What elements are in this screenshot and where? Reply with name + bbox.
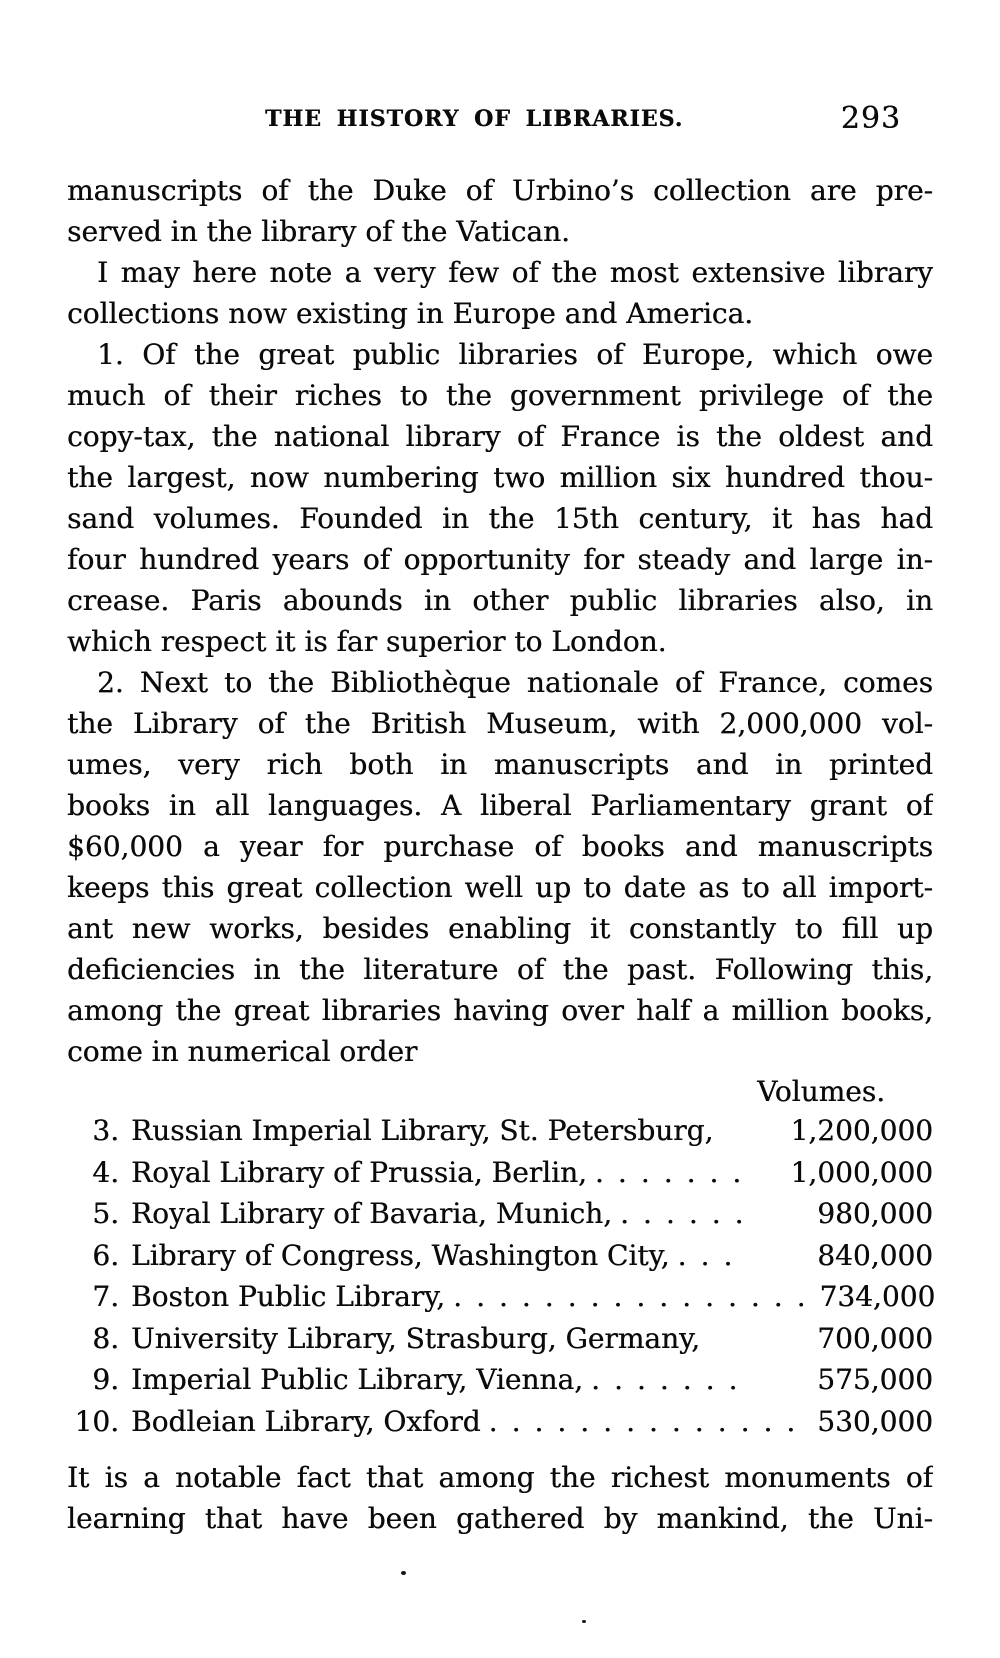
- text-line: learning that have been gathered by mankind, the Uni-: [67, 1502, 933, 1535]
- dot-leader: ...: [677, 1238, 747, 1272]
- text-line: among the great libraries having over half a million books,: [67, 994, 933, 1027]
- text-line: manuscripts of the Duke of Urbino’s collection are pre-: [67, 174, 933, 207]
- volume-count: 575,000: [817, 1363, 933, 1396]
- scan-speck: [401, 1571, 406, 1575]
- text-line: crease. Paris abounds in other public libraries also, in: [67, 584, 933, 617]
- volume-count: 1,000,000: [790, 1155, 933, 1189]
- text-line: collections now existing in Europe and America.: [67, 297, 754, 330]
- table-row: [67, 1152, 933, 1194]
- table-row: [67, 1110, 933, 1152]
- volumes-table: [67, 1110, 936, 1442]
- dot-leader: ......: [620, 1197, 758, 1230]
- library-name: Boston Public Library,: [131, 1280, 446, 1313]
- text-line: copy-tax, the national library of France is the oldest and: [67, 420, 933, 453]
- table-row: [67, 1235, 933, 1277]
- text-line: sand volumes. Founded in the 15th century, it has had: [67, 502, 933, 535]
- row-number: 5.: [92, 1197, 119, 1230]
- page-number: 293: [840, 101, 901, 136]
- row-number: 8.: [92, 1321, 119, 1355]
- text-line: ant new works, besides enabling it constantly to fill up: [67, 912, 933, 945]
- text-line: I may here note a very few of the most extensive library: [97, 256, 933, 289]
- text-line: 1. Of the great public libraries of Europe, which owe: [97, 338, 933, 371]
- text-line: $60,000 a year for purchase of books and manuscripts: [67, 830, 933, 863]
- volume-count: 700,000: [817, 1321, 933, 1355]
- text-line: books in all languages. A liberal Parliamentary grant of: [67, 789, 933, 822]
- paragraph: [67, 662, 933, 1072]
- table-row: [67, 1359, 933, 1401]
- page-header-title: THE HISTORY OF LIBRARIES.: [265, 106, 684, 132]
- text-line: It is a notable fact that among the richest monuments of: [67, 1461, 933, 1494]
- paragraph: [67, 170, 933, 252]
- table-row: [67, 1276, 936, 1318]
- table-row: [67, 1193, 933, 1235]
- body-text: [67, 170, 933, 1072]
- table-column-header: Volumes.: [757, 1075, 885, 1108]
- text-line: come in numerical order: [67, 1035, 418, 1068]
- volume-count: 1,200,000: [790, 1114, 933, 1147]
- row-number: 9.: [92, 1363, 119, 1396]
- dot-leader: .......: [594, 1155, 756, 1189]
- running-head: [67, 101, 933, 141]
- table-row: [67, 1401, 933, 1443]
- volume-count: 734,000: [819, 1280, 936, 1313]
- library-name: Royal Library of Prussia, Berlin,: [131, 1155, 587, 1189]
- row-number: 6.: [92, 1238, 119, 1272]
- text-line: which respect it is far superior to London.: [67, 625, 667, 658]
- dot-leader: .......: [591, 1363, 752, 1396]
- dot-leader: ..............: [488, 1404, 810, 1438]
- library-name: Royal Library of Bavaria, Munich,: [131, 1197, 613, 1230]
- dot-leader: ................: [453, 1280, 820, 1313]
- row-number: 3.: [92, 1114, 119, 1147]
- text-line: much of their riches to the government privilege of the: [67, 379, 933, 412]
- text-line: served in the library of the Vatican.: [67, 215, 570, 248]
- library-name: University Library, Strasburg, Germany,: [131, 1321, 701, 1355]
- paragraph: [67, 252, 933, 334]
- text-line: umes, very rich both in manuscripts and in printed: [67, 748, 933, 781]
- scan-speck: [582, 1620, 586, 1623]
- volume-count: 980,000: [817, 1197, 933, 1230]
- row-number: 10.: [74, 1404, 119, 1438]
- closing-paragraph: [67, 1457, 933, 1539]
- text-line: four hundred years of opportunity for steady and large in-: [67, 543, 933, 576]
- paragraph: [67, 334, 933, 662]
- text-line: keeps this great collection well up to date as to all import-: [67, 871, 933, 904]
- library-name: Imperial Public Library, Vienna,: [131, 1363, 584, 1396]
- text-line: deficiencies in the literature of the past. Following this,: [67, 953, 933, 986]
- text-line: 2. Next to the Bibliothèque nationale of France, comes: [97, 666, 933, 699]
- row-number: 4.: [92, 1155, 119, 1189]
- volume-count: 530,000: [817, 1404, 933, 1438]
- text-line: the largest, now numbering two million six hundred thou-: [67, 461, 933, 494]
- text-line: the Library of the British Museum, with 2,000,000 vol-: [67, 707, 933, 740]
- volume-count: 840,000: [817, 1238, 933, 1272]
- library-name: Library of Congress, Washington City,: [131, 1238, 670, 1272]
- table-row: [67, 1318, 933, 1360]
- row-number: 7.: [92, 1280, 119, 1313]
- library-name: Russian Imperial Library, St. Petersburg,: [131, 1114, 714, 1147]
- library-name: Bodleian Library, Oxford: [131, 1404, 481, 1438]
